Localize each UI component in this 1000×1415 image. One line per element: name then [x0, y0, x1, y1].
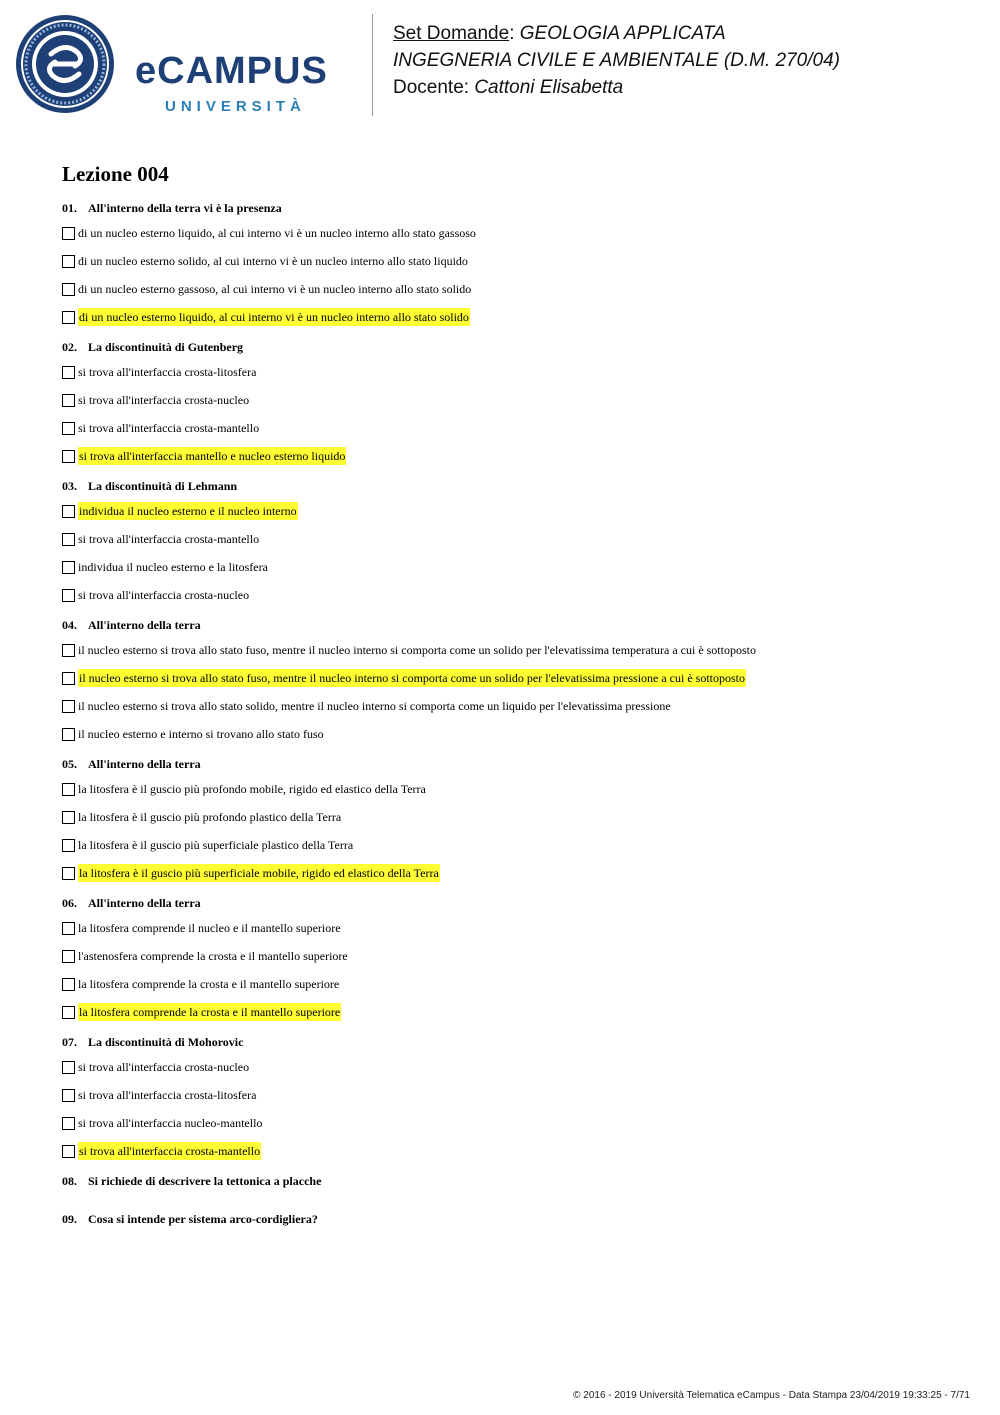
answer-option[interactable] [62, 947, 962, 965]
option-text: la litosfera è il guscio più superficiale mobile, rigido ed elastico della Terra [79, 866, 439, 880]
option-text: la litosfera comprende il nucleo e il mantello superiore [78, 921, 341, 935]
answer-option-correct[interactable] [62, 447, 962, 465]
checkbox-icon[interactable] [62, 1145, 75, 1158]
option-text: la litosfera comprende la crosta e il mantello superiore [78, 977, 340, 991]
lesson-title: Lezione 004 [62, 162, 169, 186]
checkbox-icon[interactable] [62, 1061, 75, 1074]
question-number: 03. [62, 479, 77, 493]
answer-option[interactable] [62, 1114, 962, 1132]
option-text: si trova all'interfaccia crosta-litosfera [78, 365, 257, 379]
option-text: il nucleo esterno e interno si trovano allo stato fuso [78, 727, 324, 741]
question-number: 05. [62, 757, 77, 771]
answer-option[interactable] [62, 836, 962, 854]
option-text: il nucleo esterno si trova allo stato solido, mentre il nucleo interno si comporta come un liquido per l'elevatissima pressione [78, 699, 671, 713]
checkbox-icon[interactable] [62, 1089, 75, 1102]
option-text: il nucleo esterno si trova allo stato fuso, mentre il nucleo interno si comporta come un solido per l'elevatissima temperatura a cui è sottoposto [78, 643, 756, 657]
question-number: 04. [62, 618, 77, 632]
question-5 [62, 756, 962, 882]
answer-option[interactable] [62, 363, 962, 381]
question-3 [62, 478, 962, 604]
page-footer: © 2016 - 2019 Università Telematica eCampus - Data Stampa 23/04/2019 19:33:25 - 7/71 [573, 1390, 970, 1401]
option-text: il nucleo esterno si trova allo stato fuso, mentre il nucleo interno si comporta come un solido per l'elevatissima pressione a cui è sottoposto [79, 671, 746, 685]
teacher-name: Cattoni Elisabetta [474, 77, 624, 98]
answer-option[interactable] [62, 919, 962, 937]
answer-option[interactable] [62, 641, 962, 659]
option-text: si trova all'interfaccia crosta-nucleo [78, 393, 250, 407]
answer-option[interactable] [62, 558, 962, 576]
checkbox-icon[interactable] [62, 783, 75, 796]
answer-option[interactable] [62, 1086, 962, 1104]
teacher-label: Docente: [393, 77, 470, 98]
course-name: INGEGNERIA CIVILE E AMBIENTALE (D.M. 270/04) [393, 50, 840, 71]
answer-option-correct[interactable] [62, 502, 962, 520]
checkbox-icon[interactable] [62, 867, 75, 880]
checkbox-icon[interactable] [62, 311, 75, 324]
option-text: l'astenosfera comprende la crosta e il mantello superiore [78, 949, 348, 963]
question-title [62, 1034, 962, 1050]
question-title [62, 478, 962, 494]
checkbox-icon[interactable] [62, 950, 75, 963]
checkbox-icon[interactable] [62, 700, 75, 713]
answer-option[interactable] [62, 280, 962, 298]
checkbox-icon[interactable] [62, 505, 75, 518]
checkbox-icon[interactable] [62, 450, 75, 463]
answer-option[interactable] [62, 419, 962, 437]
checkbox-icon[interactable] [62, 589, 75, 602]
checkbox-icon[interactable] [62, 672, 75, 685]
question-4 [62, 617, 962, 743]
option-text: si trova all'interfaccia crosta-litosfera [78, 1088, 257, 1102]
answer-option-correct[interactable] [62, 864, 962, 882]
answer-option[interactable] [62, 586, 962, 604]
question-list [62, 160, 962, 1249]
question-7 [62, 1034, 962, 1160]
answer-option[interactable] [62, 725, 962, 743]
question-2 [62, 339, 962, 465]
checkbox-icon[interactable] [62, 227, 75, 240]
option-text: individua il nucleo esterno e il nucleo interno [79, 504, 297, 518]
logo-subtitle: UNIVERSITÀ [165, 98, 306, 115]
set-line: Set Domande: GEOLOGIA APPLICATA [393, 23, 726, 44]
question-text: La discontinuità di Lehmann [88, 479, 238, 493]
logo-wordmark: eCAMPUS [135, 50, 328, 92]
option-text: si trova all'interfaccia crosta-mantello [78, 421, 260, 435]
question-title [62, 756, 962, 772]
checkbox-icon[interactable] [62, 533, 75, 546]
checkbox-icon[interactable] [62, 1117, 75, 1130]
question-text: All'interno della terra vi è la presenza [88, 201, 282, 215]
question-number: 09. [62, 1212, 77, 1226]
answer-option-correct[interactable] [62, 669, 962, 687]
option-text: si trova all'interfaccia mantello e nucleo esterno liquido [79, 449, 346, 463]
option-text: di un nucleo esterno liquido, al cui interno vi è un nucleo interno allo stato solido [79, 310, 469, 324]
option-text: la litosfera è il guscio più profondo plastico della Terra [78, 810, 342, 824]
option-text: si trova all'interfaccia crosta-nucleo [78, 588, 250, 602]
option-text: la litosfera comprende la crosta e il mantello superiore [79, 1005, 341, 1019]
answer-option[interactable] [62, 224, 962, 242]
question-text: All'interno della terra [88, 896, 201, 910]
question-number: 06. [62, 896, 77, 910]
answer-option-correct[interactable] [62, 308, 962, 326]
question-1 [62, 200, 962, 326]
checkbox-icon[interactable] [62, 422, 75, 435]
question-number: 01. [62, 201, 77, 215]
option-text: individua il nucleo esterno e la litosfera [78, 560, 268, 574]
option-text: di un nucleo esterno liquido, al cui interno vi è un nucleo interno allo stato gassoso [78, 226, 476, 240]
question-text: All'interno della terra [88, 618, 201, 632]
question-title [62, 339, 962, 355]
answer-option[interactable] [62, 697, 962, 715]
checkbox-icon[interactable] [62, 644, 75, 657]
answer-option[interactable] [62, 780, 962, 798]
answer-option-correct[interactable] [62, 1142, 962, 1160]
checkbox-icon[interactable] [62, 283, 75, 296]
question-title [62, 895, 962, 911]
page-header [0, 0, 1000, 130]
option-text: si trova all'interfaccia crosta-mantello [79, 1144, 261, 1158]
checkbox-icon[interactable] [62, 811, 75, 824]
checkbox-icon[interactable] [62, 922, 75, 935]
option-text: la litosfera è il guscio più profondo mobile, rigido ed elastico della Terra [78, 782, 426, 796]
answer-option[interactable] [62, 975, 962, 993]
option-text: la litosfera è il guscio più superficiale plastico della Terra [78, 838, 354, 852]
question-6 [62, 895, 962, 1021]
question-8 [62, 1173, 962, 1189]
checkbox-icon[interactable] [62, 728, 75, 741]
option-text: di un nucleo esterno gassoso, al cui interno vi è un nucleo interno allo stato solido [78, 282, 472, 296]
answer-option-correct[interactable] [62, 1003, 962, 1021]
option-text: di un nucleo esterno solido, al cui interno vi è un nucleo interno allo stato liquido [78, 254, 468, 268]
checkbox-icon[interactable] [62, 366, 75, 379]
set-value: GEOLOGIA APPLICATA [519, 23, 726, 44]
question-number: 07. [62, 1035, 77, 1049]
question-9 [62, 1211, 962, 1227]
question-title [62, 200, 962, 216]
university-seal-icon [15, 14, 115, 114]
answer-option[interactable] [62, 391, 962, 409]
questions-container [62, 200, 962, 1227]
set-label: Set Domande [393, 23, 510, 44]
question-text: Cosa si intende per sistema arco-cordigliera? [88, 1212, 318, 1226]
question-number: 02. [62, 340, 77, 354]
answer-option[interactable] [62, 808, 962, 826]
answer-option[interactable] [62, 1058, 962, 1076]
checkbox-icon[interactable] [62, 561, 75, 574]
checkbox-icon[interactable] [62, 1006, 75, 1019]
teacher-line [393, 74, 840, 101]
header-divider [372, 14, 373, 116]
checkbox-icon[interactable] [62, 978, 75, 991]
question-text: Si richiede di descrivere la tettonica a placche [88, 1174, 322, 1188]
question-text: La discontinuità di Gutenberg [88, 340, 244, 354]
course-info [393, 20, 840, 101]
question-text: All'interno della terra [88, 757, 201, 771]
option-text: si trova all'interfaccia crosta-mantello [78, 532, 260, 546]
question-title [62, 617, 962, 633]
question-title [62, 1173, 962, 1189]
question-title [62, 1211, 962, 1227]
question-number: 08. [62, 1174, 77, 1188]
checkbox-icon[interactable] [62, 255, 75, 268]
question-text: La discontinuità di Mohorovic [88, 1035, 244, 1049]
ecampus-logo [15, 12, 375, 117]
option-text: si trova all'interfaccia crosta-nucleo [78, 1060, 250, 1074]
option-text: si trova all'interfaccia nucleo-mantello [78, 1116, 263, 1130]
answer-option[interactable] [62, 252, 962, 270]
checkbox-icon[interactable] [62, 394, 75, 407]
checkbox-icon[interactable] [62, 839, 75, 852]
answer-option[interactable] [62, 530, 962, 548]
